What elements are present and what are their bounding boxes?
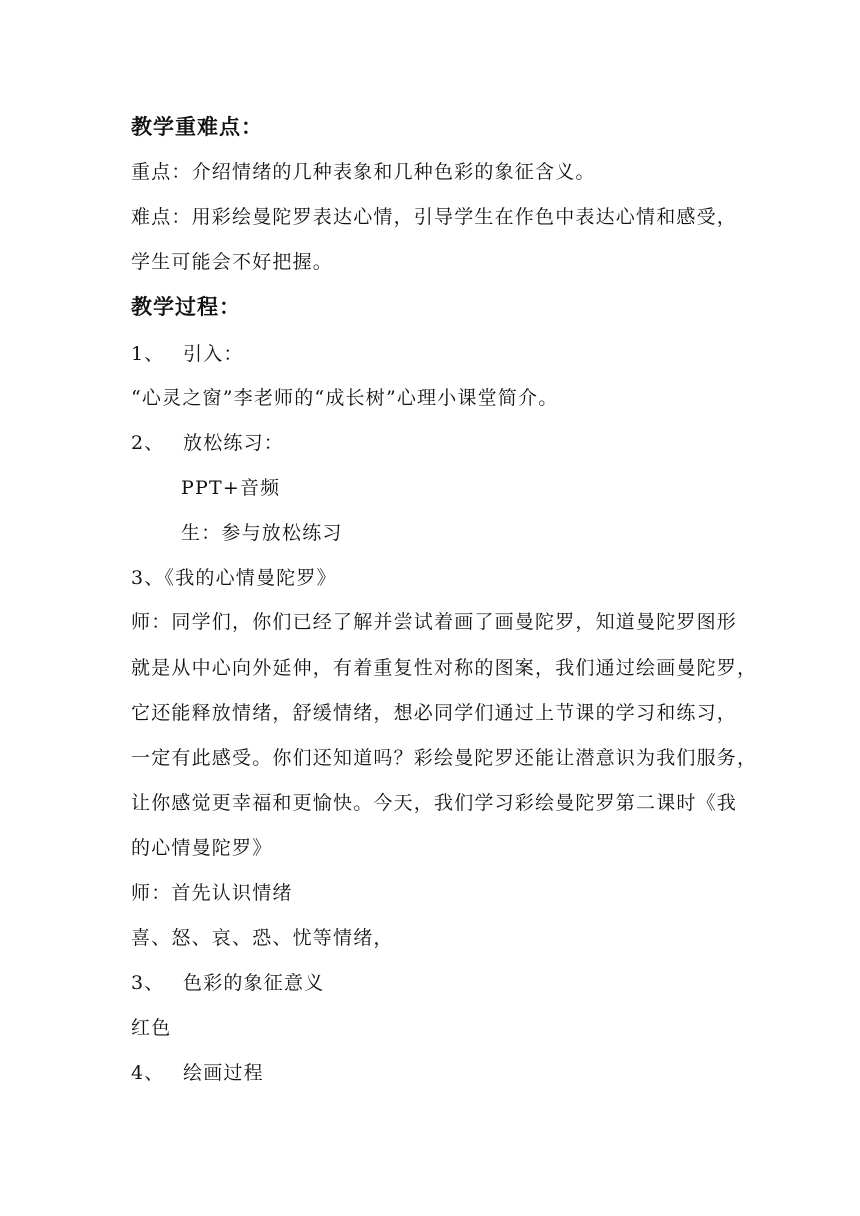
- step-5-number: 4、: [131, 1062, 165, 1084]
- difficult-point-text-1: 难点：用彩绘曼陀罗表达心情，引导学生在作色中表达心情和感受，: [131, 206, 738, 228]
- step-3-paragraph-line-3: 它还能释放情绪，舒缓情绪，想必同学们通过上节课的学习和练习，: [131, 702, 738, 724]
- difficult-point-text-2: 学生可能会不好把握。: [131, 251, 334, 273]
- step-1-title: 引入：: [183, 343, 244, 365]
- step-3-paragraph-line-1: 师：同学们，你们已经了解并尝试着画了画曼陀罗，知道曼陀罗图形: [131, 611, 738, 633]
- step-2-detail-2: 生：参与放松练习: [181, 522, 343, 544]
- key-point-text: 重点：介绍情绪的几种表象和几种色彩的象征含义。: [131, 161, 596, 183]
- step-2-number: 2、: [131, 432, 165, 454]
- step-2-title: 放松练习：: [183, 432, 285, 454]
- step-1-line: [131, 342, 244, 366]
- step-1-text: “心灵之窗”李老师的“成长树”心理小课堂简介。: [131, 387, 559, 409]
- step-5-title: 绘画过程: [183, 1062, 264, 1084]
- step-2-line: [131, 431, 284, 455]
- step-2-detail-1: PPT+音频: [181, 477, 281, 499]
- step-4-text: 红色: [131, 1017, 172, 1039]
- step-3-paragraph-line-5: 让你感觉更幸福和更愉快。今天，我们学习彩绘曼陀罗第二课时《我: [131, 792, 738, 814]
- step-3-paragraph-line-6: 的心情曼陀罗》: [131, 837, 273, 859]
- section-heading-process: 教学过程：: [131, 295, 241, 319]
- section-heading-difficulty: 教学重难点：: [131, 115, 263, 139]
- step-3-paragraph-line-2: 就是从中心向外延伸，有着重复性对称的图案，我们通过绘画曼陀罗，: [131, 657, 758, 679]
- step-4-number: 3、: [131, 972, 165, 994]
- step-5-line: [131, 1061, 264, 1085]
- step-3-emotions-text: 喜、怒、哀、恐、忧等情绪，: [131, 927, 394, 949]
- step-4-line: [131, 971, 324, 995]
- step-1-number: 1、: [131, 343, 165, 365]
- step-4-title: 色彩的象征意义: [183, 972, 325, 994]
- step-3-title: 3、《我的心情曼陀罗》: [131, 567, 337, 589]
- step-3-teacher-text: 师：首先认识情绪: [131, 882, 293, 904]
- step-3-paragraph-line-4: 一定有此感受。你们还知道吗？彩绘曼陀罗还能让潜意识为我们服务，: [131, 747, 758, 769]
